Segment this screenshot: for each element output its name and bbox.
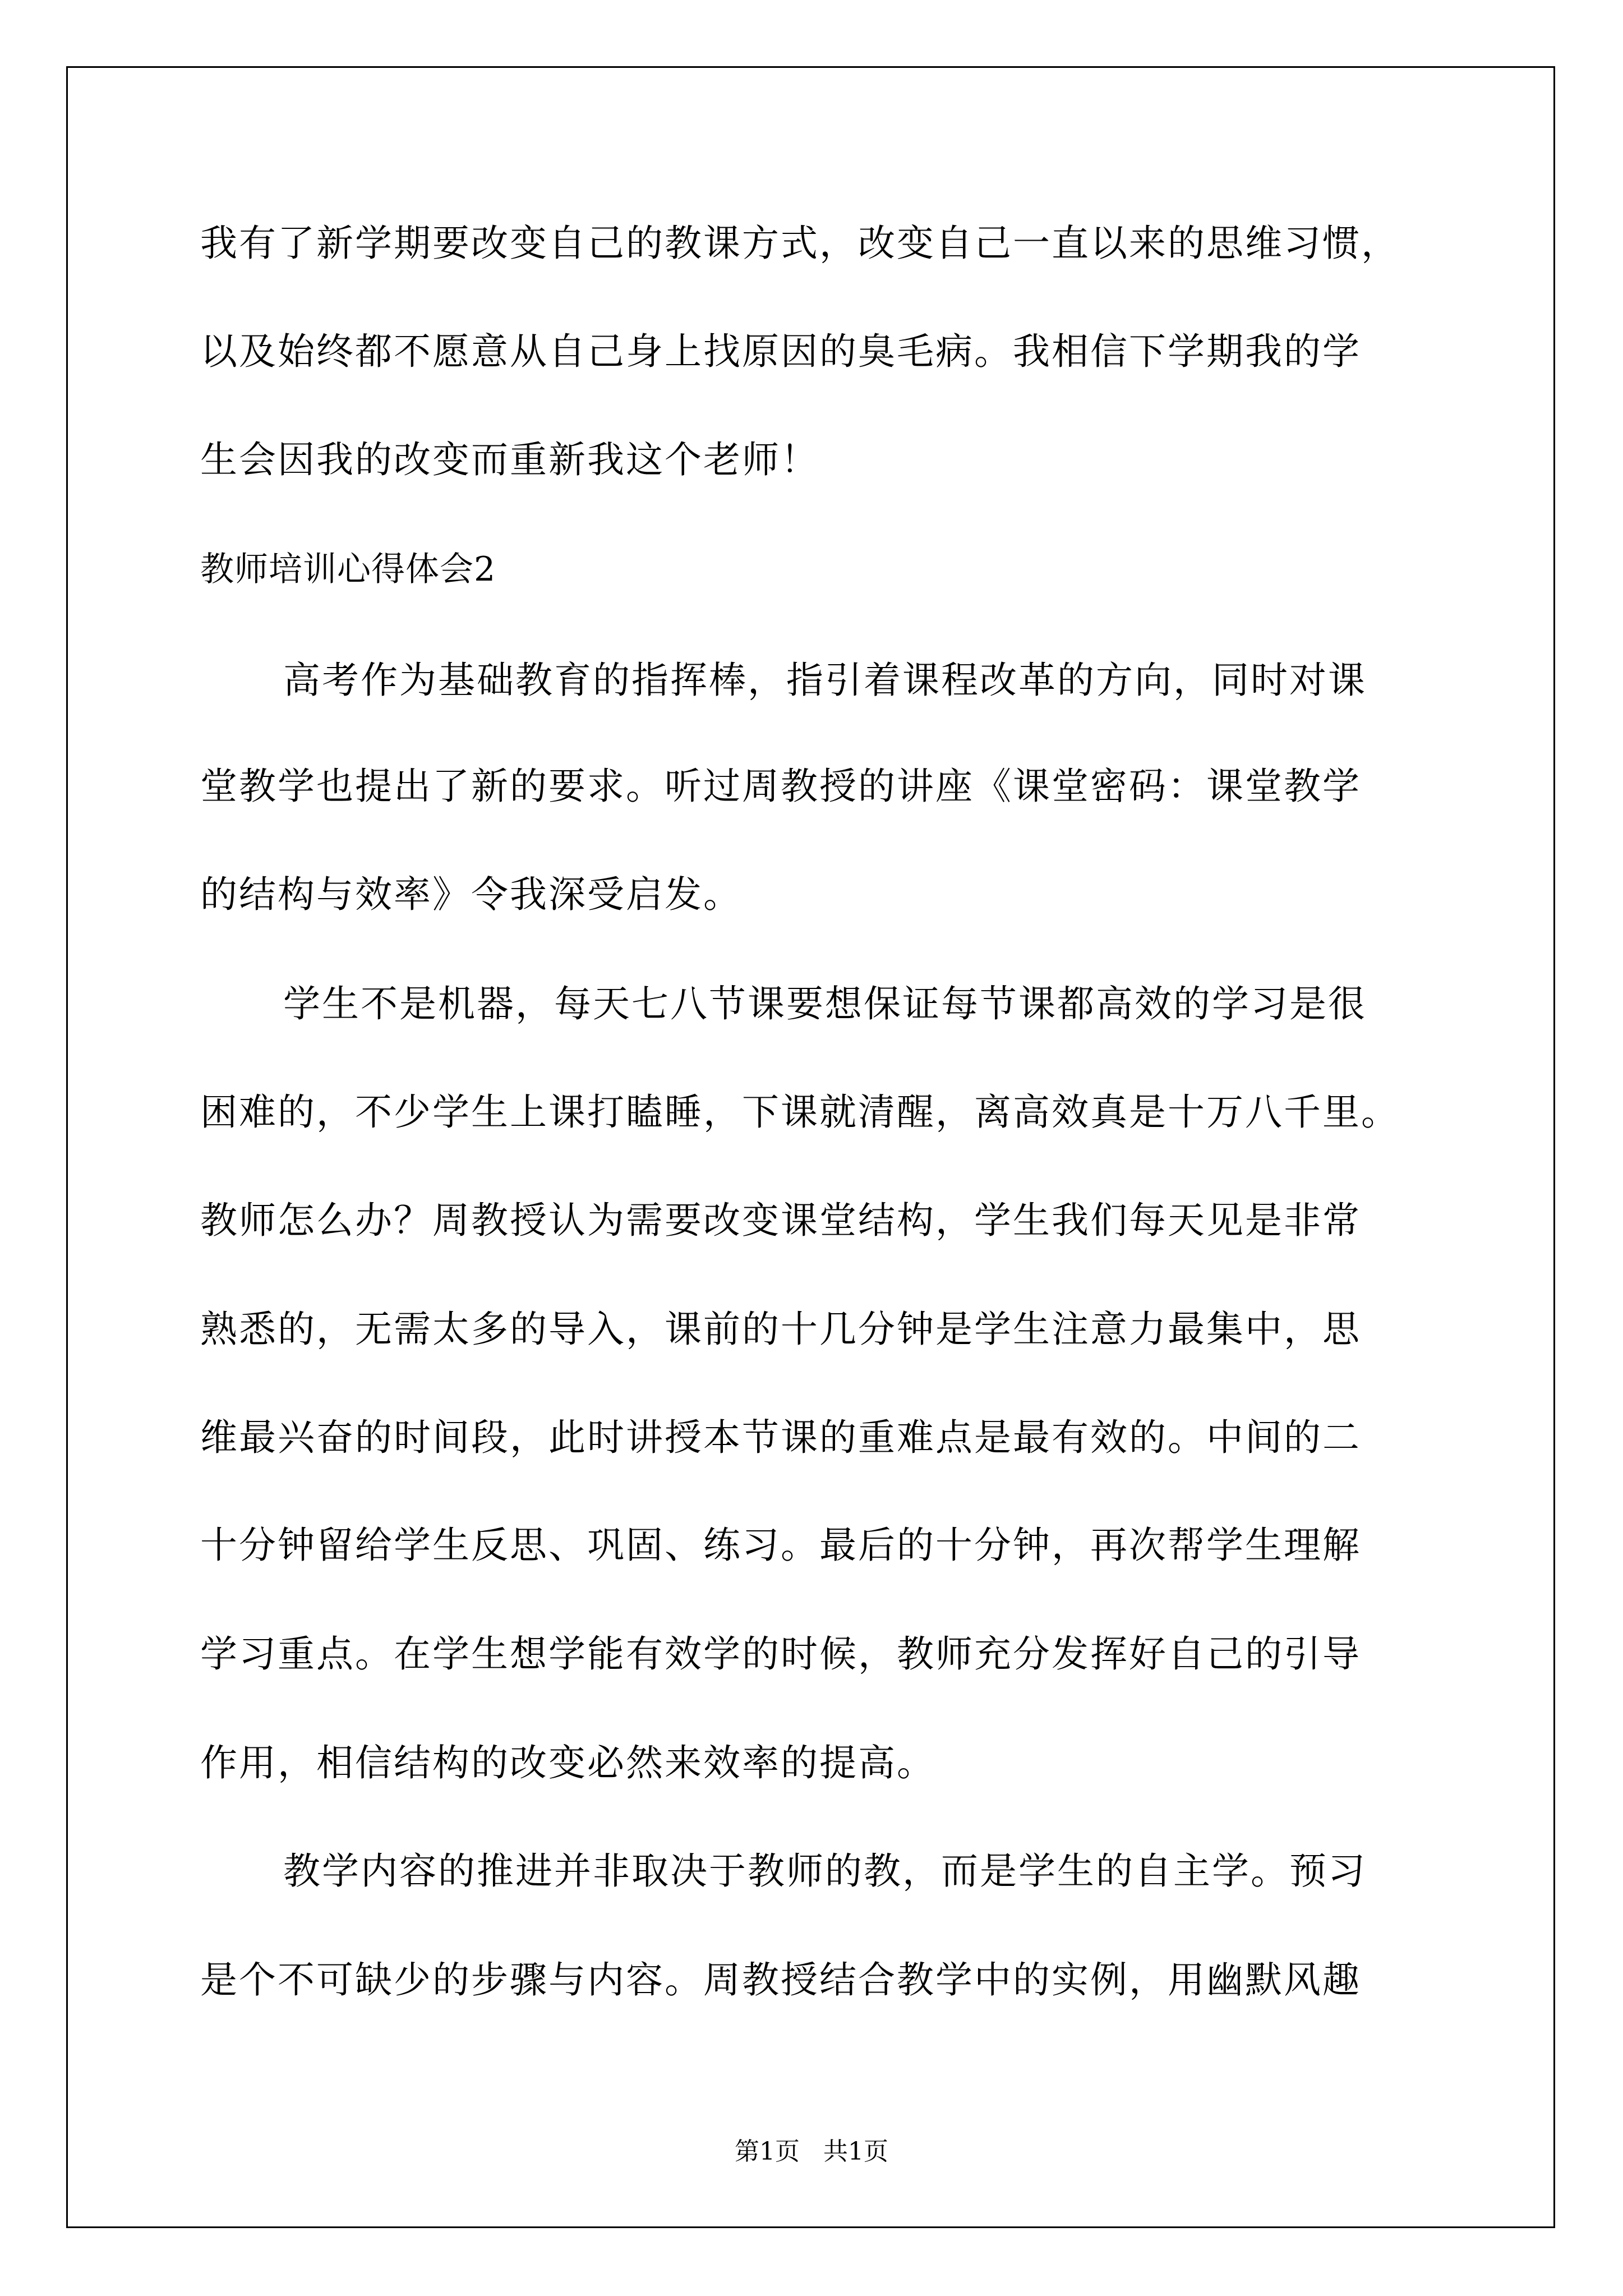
body-text-line: 堂教学也提出了新的要求。听过周教授的讲座《课堂密码：课堂教学 bbox=[200, 765, 1361, 808]
body-text-line: 以及始终都不愿意从自己身上找原因的臭毛病。我相信下学期我的学 bbox=[200, 330, 1361, 373]
body-text-line: 的结构与效率》令我深受启发。 bbox=[200, 873, 742, 916]
page-frame bbox=[66, 66, 1555, 2228]
body-text-line: 教学内容的推进并非取决于教师的教，而是学生的自主学。预习 bbox=[283, 1849, 1367, 1893]
body-text-line: 生会因我的改变而重新我这个老师！ bbox=[200, 438, 819, 481]
body-text-line: 作用，相信结构的改变必然来效率的提高。 bbox=[200, 1741, 935, 1784]
section-heading: 教师培训心得体会2 bbox=[200, 550, 496, 589]
body-text-line: 高考作为基础教育的指挥棒，指引着课程改革的方向，同时对课 bbox=[283, 659, 1367, 702]
body-text-line: 学习重点。在学生想学能有效学的时候，教师充分发挥好自己的引导 bbox=[200, 1632, 1361, 1676]
body-text-line: 我有了新学期要改变自己的教课方式，改变自己一直以来的思维习惯， bbox=[200, 222, 1400, 265]
body-text-line: 维最兴奋的时间段，此时讲授本节课的重难点是最有效的。中间的二 bbox=[200, 1416, 1361, 1459]
body-text-line: 教师怎么办？周教授认为需要改变课堂结构，学生我们每天见是非常 bbox=[200, 1199, 1361, 1242]
body-text-line: 学生不是机器，每天七八节课要想保证每节课都高效的学习是很 bbox=[283, 982, 1367, 1025]
page-number-footer: 第1页 共1页 bbox=[735, 2137, 888, 2166]
body-text-line: 困难的，不少学生上课打瞌睡，下课就清醒，离高效真是十万八千里。 bbox=[200, 1091, 1400, 1134]
body-text-line: 十分钟留给学生反思、巩固、练习。最后的十分钟，再次帮学生理解 bbox=[200, 1524, 1361, 1567]
body-text-line: 是个不可缺少的步骤与内容。周教授结合教学中的实例，用幽默风趣 bbox=[200, 1958, 1361, 2001]
body-text-line: 熟悉的，无需太多的导入，课前的十几分钟是学生注意力最集中，思 bbox=[200, 1308, 1361, 1351]
